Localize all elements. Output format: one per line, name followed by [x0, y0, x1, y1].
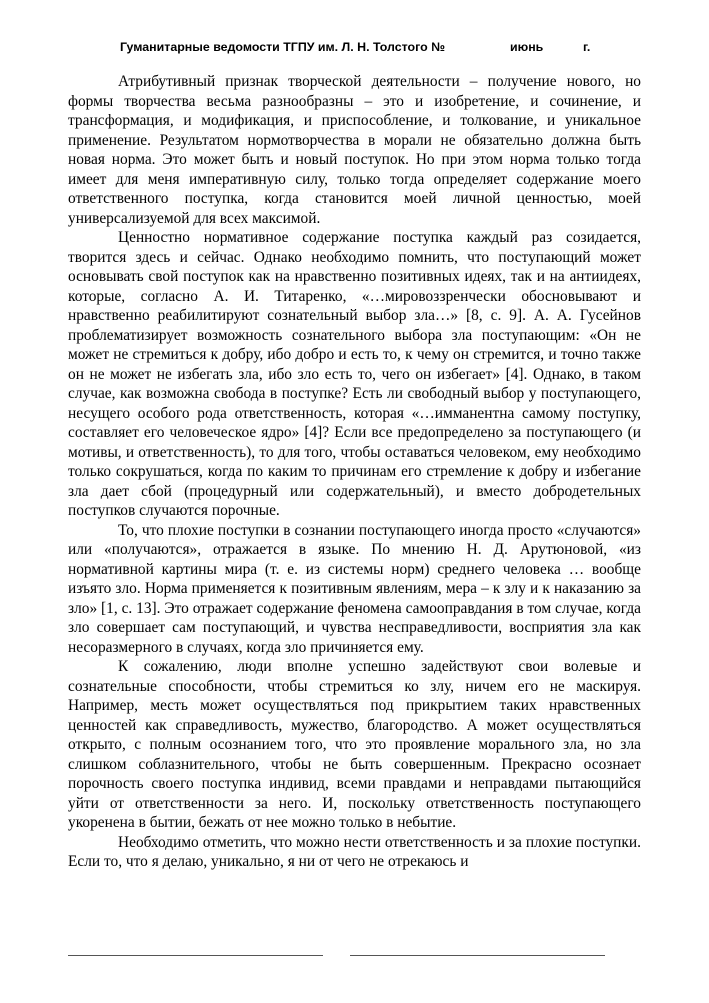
journal-title: Гуманитарные ведомости ТГПУ им. Л. Н. Толстого № — [120, 40, 445, 54]
paragraph: Необходимо отметить, что можно нести ответственность и за плохие поступки. Если то, что я делаю, уникально, я ни от чего не отрекаюсь и — [68, 833, 641, 870]
issue-month: июнь — [510, 40, 544, 54]
issue-year: г. — [583, 40, 591, 54]
paragraph: Атрибутивный признак творческой деятельности – получение нового, но формы творчества весьма разнообразны – это и изобретение, и сочинение, и трансформация, и модификация, и приспособление, и толкование, и уникальное применение. Результатом нормотворчества в морали не обязательно должна быть новая норма. Это может быть и новый поступок. Но при этом норма только тогда имеет для меня императивную силу, только тогда определяет содержание моего ответственного поступка, когда становится моей личной ценностью, моей универсализуемой для всех максимой. — [68, 73, 641, 227]
footer-divider-left — [68, 955, 323, 956]
paragraph: Ценностно нормативное содержание поступка каждый раз созидается, творится здесь и сейчас. Однако необходимо помнить, что поступающий может основывать свой поступок как на нравственно позитивных идеях, так и на антиидеях, которые, согласно А. И. Титаренко, «…мировоззренчески обосновывают и нравственно реабилитируют сознательный выбор зла…» [8, с. 9]. А. А. Гусейнов проблематизирует возможность сознательного выбора зла поступающим: «Он не может не стремиться к добру, ибо добро и есть то, к чему он стремится, и точно также он не может не избегать зла, ибо зло есть то, чего он избегает» [4]. Однако, в таком случае, как возможна свобода в поступке? Есть ли свободный выбор у поступающего, несущего особого рода ответственность, которая «…имманентна самому поступку, составляет его человеческое ядро» [4]? Если все предопределено за поступающего (и мотивы, и ответственность), то для того, чтобы оставаться человеком, ему необходимо только сокрушаться, когда по каким то причинам его стремление к добру и избегание зла дает сбой (процедурный или содержательный), и вместо добродетельных поступков случаются порочные. — [68, 229, 641, 519]
paragraph: К сожалению, люди вполне успешно задействуют свои волевые и сознательные способности, чтобы стремиться ко злу, ничем его не маскируя. Например, месть может осуществляться под прикрытием таких нравственных ценностей как справедливость, мужество, благородство. А может осуществляться открыто, с полным осознанием того, что это проявление морального зла, но зла слишком соблазнительного, чтобы не быть совершенным. Прекрасно осознает порочность своего поступка индивид, всеми правдами и неправдами пытающийся уйти от ответственности за него. И, поскольку ответственность поступающего укоренена в бытии, бежать от нее можно только в небытие. — [68, 658, 641, 831]
article-body — [68, 72, 641, 872]
paragraph: То, что плохие поступки в сознании поступающего иногда просто «случаются» или «получаются», отражается в языке. По мнению Н. Д. Арутюновой, «из нормативной картины мира (т. е. из системы норм) среднего человека … вообще изъято зло. Норма применяется к позитивным явлениям, мера – к злу и к наказанию за зло» [1, с. 13]. Это отражает содержание феномена самооправдания в том случае, когда зло совершает сам поступающий, и чувства несправедливости, восприятия зла как несоразмерного в случаях, когда зло причиняется ему. — [68, 521, 641, 656]
footer-divider-right — [350, 955, 605, 956]
